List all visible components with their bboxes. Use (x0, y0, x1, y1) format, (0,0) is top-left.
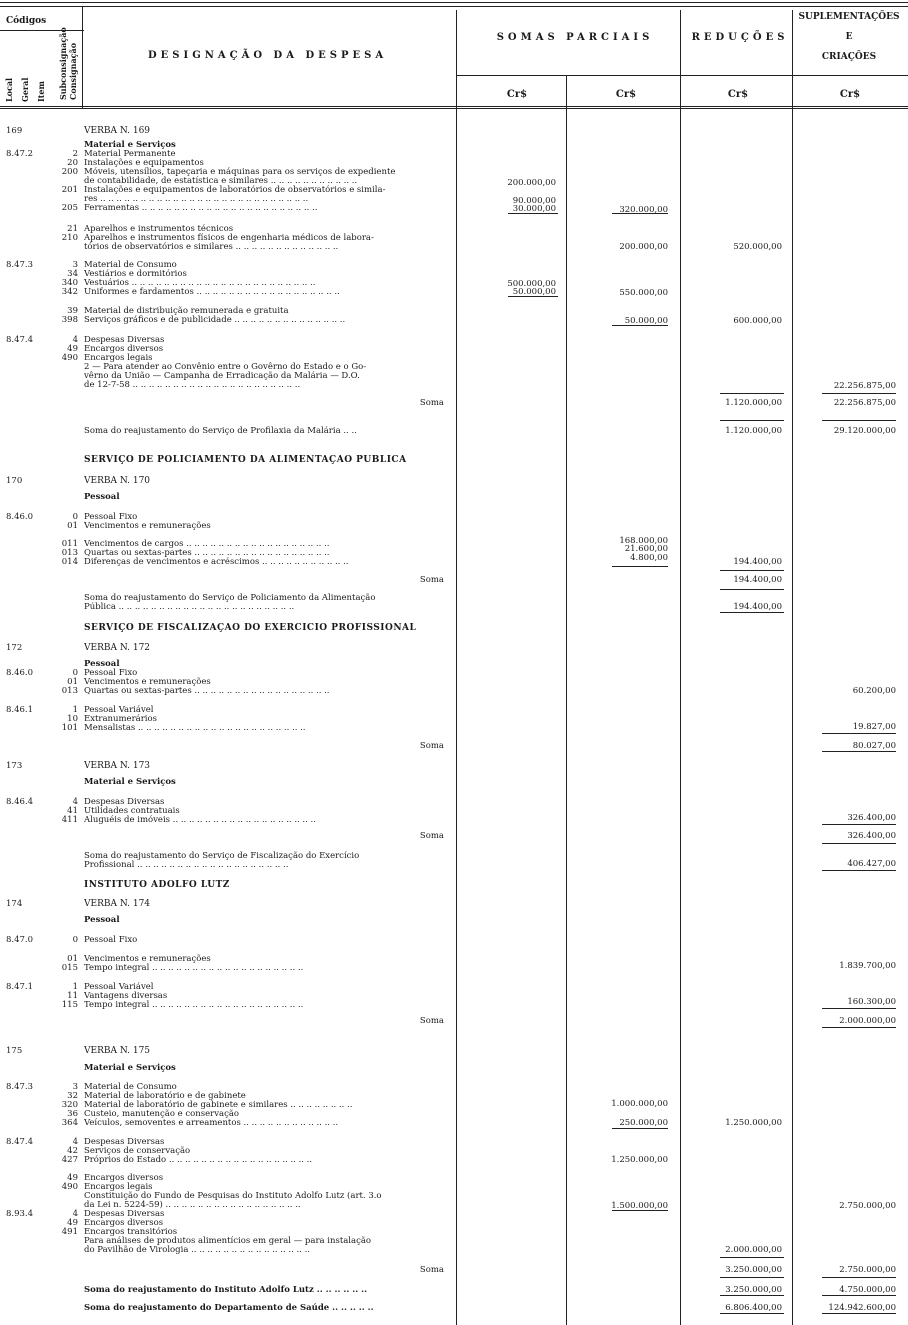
row-item: 4 (72, 1137, 78, 1147)
row-code: 8.47.0 (6, 935, 34, 945)
row-description: de contabilidade, de estatística e similares .. .. .. .. .. .. .. .. .. .. .. (84, 176, 358, 186)
row-description: Constituição do Fundo de Pesquisas do Instituto Adolfo Lutz (art. 3.o (84, 1191, 382, 1201)
row-reducoes: 520.000,00 (733, 242, 782, 252)
row-description: Pessoal Fixo (84, 668, 138, 678)
table-row (0, 398, 908, 409)
row-description: Despesas Diversas (84, 1209, 165, 1219)
row-description: Instalações e equipamentos (84, 158, 204, 168)
row-suplementacoes: 406.427,00 (847, 859, 896, 869)
row-description: Vencimentos e remunerações (84, 677, 211, 687)
row-code: 8.93.4 (6, 1209, 34, 1219)
header-bottom-rule-2 (0, 108, 908, 109)
row-soma-label: Soma (419, 575, 444, 585)
row-description: Encargos diversos (84, 344, 164, 354)
row-code: 174 (6, 899, 23, 909)
table-row (0, 741, 908, 752)
row-description: Despesas Diversas (84, 797, 165, 807)
row-somas-parciais-2: 50.000,00 (624, 316, 668, 326)
table-row (0, 316, 908, 327)
table-row (0, 813, 908, 824)
column-line-codes (82, 6, 83, 108)
table-row (0, 126, 908, 137)
row-description: Serviços de conservação (84, 1146, 191, 1156)
row-item: 101 (61, 723, 78, 733)
header-item: Item (36, 81, 46, 102)
header-somas-parciais: SOMAS PARCIAIS (496, 32, 654, 43)
row-item: 49 (67, 1218, 78, 1228)
row-item: 490 (61, 353, 78, 363)
row-reducoes: 194.400,00 (733, 557, 782, 567)
row-somas-parciais-1: 50.000,00 (512, 287, 556, 297)
row-item: 011 (61, 539, 78, 549)
total-rule (612, 325, 668, 326)
total-rule (822, 1008, 896, 1009)
header-bottom-rule (0, 106, 908, 107)
row-item: 340 (61, 278, 78, 288)
row-description: Material de laboratório e de gabinete (84, 1091, 246, 1101)
header-reducoes: REDUÇÕES (691, 32, 789, 43)
row-code: 8.46.0 (6, 668, 34, 678)
row-reducoes: 6.806.400,00 (725, 1303, 782, 1313)
table-row (0, 722, 908, 733)
row-description: Material de Consumo (84, 1082, 177, 1092)
row-code: 173 (6, 761, 23, 771)
row-description: Aparelhos e instrumentos físicos de engenharia médicos de labora- (84, 233, 374, 243)
row-suplementacoes: 22.256.875,00 (833, 398, 896, 408)
row-somas-parciais-2: 550.000,00 (619, 288, 668, 298)
row-description: Extranumerários (84, 714, 157, 724)
row-description: Despesas Diversas (84, 1137, 165, 1147)
row-suplementacoes: 2.750.000,00 (839, 1201, 896, 1211)
row-code: 170 (6, 476, 23, 486)
header-subconsignacao: Subconsignação (58, 27, 68, 100)
row-item: 013 (61, 548, 78, 558)
table-row (0, 859, 908, 870)
table-row (0, 557, 908, 568)
row-item: 49 (67, 344, 78, 354)
table-row (0, 777, 908, 788)
row-soma-label: Soma (419, 1016, 444, 1026)
table-row (0, 643, 908, 654)
total-rule (720, 420, 784, 421)
row-description: Pessoal (84, 492, 120, 502)
top-border (0, 2, 908, 3)
row-somas-parciais-1: 90.000,00 (512, 196, 556, 206)
header-designacao: DESIGNAÇÃO DA DESPESA (148, 50, 388, 61)
row-item: 115 (61, 1000, 78, 1010)
row-item: 013 (61, 686, 78, 696)
row-description: VERBA N. 170 (84, 476, 151, 486)
total-rule (720, 393, 784, 394)
row-description: Material de distribuição remunerada e gratuita (84, 306, 289, 316)
row-code: 172 (6, 643, 23, 653)
row-description: Serviços gráficos e de publicidade .. .. .. .. .. .. .. .. .. .. .. .. .. .. (84, 315, 346, 325)
row-description: VERBA N. 174 (84, 899, 151, 909)
row-suplementacoes: 160.300,00 (847, 997, 896, 1007)
row-item: 320 (61, 1100, 78, 1110)
row-item: 210 (61, 233, 78, 243)
total-rule (822, 1313, 896, 1314)
table-row (0, 1118, 908, 1129)
row-reducoes: 3.250.000,00 (725, 1285, 782, 1295)
total-rule (720, 612, 784, 613)
table-row (0, 205, 908, 216)
row-reducoes: 1.120.000,00 (725, 426, 782, 436)
table-row (0, 575, 908, 586)
row-item: 49 (67, 1173, 78, 1183)
header-geral: Geral (20, 77, 30, 102)
row-description: do Pavilhão de Virologia .. .. .. .. .. .. .. .. .. .. .. .. .. .. .. (84, 1245, 310, 1255)
total-rule (822, 1027, 896, 1028)
row-code: 8.47.1 (6, 982, 34, 992)
row-code: 8.47.3 (6, 260, 34, 270)
table-row (0, 1063, 908, 1074)
top-border-inner (0, 6, 908, 7)
row-item: 2 (72, 149, 78, 159)
row-item: 014 (61, 557, 78, 567)
total-rule (822, 420, 896, 421)
row-code: 8.47.4 (6, 335, 34, 345)
total-rule (720, 589, 784, 590)
row-soma-label: Soma (419, 741, 444, 751)
row-item: 0 (72, 668, 78, 678)
row-description: Soma do reajustamento do Serviço de Profilaxia da Malária .. .. (84, 426, 357, 436)
table-row (0, 288, 908, 299)
row-item: 11 (67, 991, 78, 1001)
row-description: Soma do reajustamento do Serviço de Policiamento da Alimentação (84, 593, 376, 603)
total-rule (612, 566, 668, 567)
row-description: Aparelhos e instrumentos técnicos (84, 224, 234, 234)
table-row (0, 880, 908, 891)
header-currency-sp1: Cr$ (506, 89, 528, 100)
row-description: Tempo integral .. .. .. .. .. .. .. .. .. .. .. .. .. .. .. .. .. .. .. (84, 963, 304, 973)
table-row (0, 426, 908, 437)
header-suplementacoes: SUPLEMENTAÇÕES (798, 12, 900, 22)
row-somas-parciais-2: 21.600,00 (624, 544, 668, 554)
total-rule (720, 570, 784, 571)
total-rule (720, 1295, 784, 1296)
row-description: INSTITUTO ADOLFO LUTZ (84, 880, 230, 890)
total-rule (822, 1277, 896, 1278)
row-description: Tempo integral .. .. .. .. .. .. .. .. .. .. .. .. .. .. .. .. .. .. .. (84, 1000, 304, 1010)
row-item: 1 (72, 982, 78, 992)
row-suplementacoes: 80.027,00 (852, 741, 896, 751)
row-suplementacoes: 4.750.000,00 (839, 1285, 896, 1295)
row-item: 01 (67, 954, 78, 964)
row-description: VERBA N. 169 (84, 126, 151, 136)
row-description: SERVIÇO DE FISCALIZAÇÃO DO EXERCÍCIO PROFISSIONAL (84, 623, 417, 633)
row-item: 01 (67, 521, 78, 531)
row-description: Encargos legais (84, 1182, 153, 1192)
row-description: VERBA N. 172 (84, 643, 151, 653)
row-description: Despesas Diversas (84, 335, 165, 345)
row-description: Encargos legais (84, 353, 153, 363)
total-rule (822, 393, 896, 394)
header-currency-sp2: Cr$ (615, 89, 637, 100)
table-row (0, 1155, 908, 1166)
total-rule (612, 1210, 668, 1211)
row-description: da Lei n. 5224-59) .. .. .. .. .. .. .. .. .. .. .. .. .. .. .. .. .. (84, 1200, 301, 1210)
total-rule (822, 824, 896, 825)
row-item: 015 (61, 963, 78, 973)
row-description: Soma do reajustamento do Serviço de Fiscalização do Exercício (84, 851, 360, 861)
row-item: 364 (61, 1118, 78, 1128)
total-rule (720, 1313, 784, 1314)
row-description: Pessoal Fixo (84, 512, 138, 522)
row-item: 491 (61, 1227, 78, 1237)
row-description: Veículos, semoventes e arreamentos .. .. .. .. .. .. .. .. .. .. .. .. (84, 1118, 339, 1128)
table-row (0, 381, 908, 392)
row-description: Vencimentos e remunerações (84, 521, 211, 531)
row-description: vêrno da União — Campanha de Erradicação da Malária — D.O. (84, 371, 360, 381)
row-description: Soma do reajustamento do Instituto Adolfo Lutz .. .. .. .. .. .. (84, 1285, 368, 1295)
row-item: 3 (72, 1082, 78, 1092)
row-description: Diferenças de vencimentos e acréscimos .. .. .. .. .. .. .. .. .. .. .. (84, 557, 349, 567)
row-code: 8.46.1 (6, 705, 34, 715)
row-description: Profissional .. .. .. .. .. .. .. .. .. .. .. .. .. .. .. .. .. .. .. (84, 860, 289, 870)
row-suplementacoes: 326.400,00 (847, 813, 896, 823)
row-description: Ferramentas .. .. .. .. .. .. .. .. .. .. .. .. .. .. .. .. .. .. .. .. .. .. (84, 203, 318, 213)
row-suplementacoes: 22.256.875,00 (833, 381, 896, 391)
table-row (0, 899, 908, 910)
row-description: Material e Serviços (84, 140, 176, 150)
row-item: 21 (67, 224, 78, 234)
row-description: Encargos diversos (84, 1173, 164, 1183)
row-code: 8.46.0 (6, 512, 34, 522)
total-rule (822, 733, 896, 734)
row-item: 20 (67, 158, 78, 168)
row-description: tórios de observatórios e similares .. .. .. .. .. .. .. .. .. .. .. .. .. (84, 242, 339, 252)
row-description: Pessoal (84, 659, 120, 669)
row-suplementacoes: 326.400,00 (847, 831, 896, 841)
table-row (0, 476, 908, 487)
total-rule (612, 213, 668, 214)
header-codigos: Códigos (6, 16, 47, 26)
header-currency-red: Cr$ (727, 89, 749, 100)
row-item: 34 (67, 269, 78, 279)
row-description: Pessoal Variável (84, 705, 154, 715)
row-description: Pessoal Variável (84, 982, 154, 992)
row-suplementacoes: 2.000.000,00 (839, 1016, 896, 1026)
total-rule (822, 870, 896, 871)
total-rule (508, 296, 558, 297)
row-description: Vencimentos de cargos .. .. .. .. .. .. .. .. .. .. .. .. .. .. .. .. .. .. (84, 539, 330, 549)
row-description: Para análises de produtos alimentícios em geral — para instalação (84, 1236, 372, 1246)
row-item: 411 (61, 815, 78, 825)
row-soma-label: Soma (419, 831, 444, 841)
row-item: 205 (61, 203, 78, 213)
row-description: Pessoal Fixo (84, 935, 138, 945)
row-description: SERVIÇO DE POLICIAMENTO DA ALIMENTAÇÃO PÚBLICA (84, 455, 407, 465)
table-row (0, 1016, 908, 1027)
row-somas-parciais-1: 500.000,00 (507, 279, 556, 289)
row-item: 0 (72, 935, 78, 945)
row-item: 398 (61, 315, 78, 325)
row-reducoes: 1.250.000,00 (725, 1118, 782, 1128)
row-item: 201 (61, 185, 78, 195)
total-rule (822, 751, 896, 752)
row-somas-parciais-2: 168.000,00 (619, 536, 668, 546)
header-e: E (845, 32, 853, 42)
row-description: Vestiários e dormitórios (84, 269, 187, 279)
row-item: 0 (72, 512, 78, 522)
row-description: Material e Serviços (84, 777, 176, 787)
row-description: Próprios do Estado .. .. .. .. .. .. .. .. .. .. .. .. .. .. .. .. .. .. (84, 1155, 313, 1165)
table-row (0, 1245, 908, 1256)
total-rule (720, 1257, 784, 1258)
row-code: 8.47.3 (6, 1082, 34, 1092)
row-description: Instalações e equipamentos de laboratórios de observatórios e simila- (84, 185, 386, 195)
row-code: 8.46.4 (6, 797, 34, 807)
table-row (0, 1265, 908, 1276)
row-reducoes: 600.000,00 (733, 316, 782, 326)
row-item: 32 (67, 1091, 78, 1101)
row-somas-parciais-2: 1.000.000,00 (611, 1099, 668, 1109)
row-code: 169 (6, 126, 23, 136)
table-row (0, 1046, 908, 1057)
row-item: 3 (72, 260, 78, 270)
row-item: 490 (61, 1182, 78, 1192)
row-code: 8.47.4 (6, 1137, 34, 1147)
row-reducoes: 194.400,00 (733, 575, 782, 585)
row-reducoes: 2.000.000,00 (725, 1245, 782, 1255)
row-item: 36 (67, 1109, 78, 1119)
header-local: Local (4, 77, 14, 102)
total-rule (822, 843, 896, 844)
header-rule-codigos (0, 30, 84, 31)
row-reducoes: 3.250.000,00 (725, 1265, 782, 1275)
table-row (0, 915, 908, 926)
row-item: 1 (72, 705, 78, 715)
row-suplementacoes: 19.827,00 (852, 722, 896, 732)
header-currency-sup: Cr$ (839, 89, 861, 100)
row-reducoes: 194.400,00 (733, 602, 782, 612)
row-item: 4 (72, 1209, 78, 1219)
row-item: 427 (61, 1155, 78, 1165)
table-row (0, 935, 908, 946)
row-item: 4 (72, 797, 78, 807)
table-row (0, 831, 908, 842)
header-rule-amounts (456, 75, 908, 76)
row-somas-parciais-2: 4.800,00 (630, 553, 668, 563)
row-somas-parciais-2: 320.000,00 (619, 205, 668, 215)
row-suplementacoes: 29.120.000,00 (833, 426, 896, 436)
row-suplementacoes: 60.200,00 (852, 686, 896, 696)
total-rule (822, 1295, 896, 1296)
table-row (0, 623, 908, 634)
table-row (0, 455, 908, 466)
row-description: Quartas ou sextas-partes .. .. .. .. .. .. .. .. .. .. .. .. .. .. .. .. .. (84, 548, 330, 558)
row-suplementacoes: 1.839.700,00 (839, 961, 896, 971)
row-description: Aluguéis de imóveis .. .. .. .. .. .. .. .. .. .. .. .. .. .. .. .. .. .. (84, 815, 316, 825)
total-rule (720, 1277, 784, 1278)
row-description: de 12-7-58 .. .. .. .. .. .. .. .. .. .. .. .. .. .. .. .. .. .. .. .. .. (84, 380, 301, 390)
row-somas-parciais-2: 200.000,00 (619, 242, 668, 252)
row-description: Uniformes e fardamentos .. .. .. .. .. .. .. .. .. .. .. .. .. .. .. .. .. .. (84, 287, 340, 297)
row-description: VERBA N. 175 (84, 1046, 151, 1056)
table-row (0, 961, 908, 972)
table-row (0, 997, 908, 1008)
row-item: 01 (67, 677, 78, 687)
row-description: Quartas ou sextas-partes .. .. .. .. .. .. .. .. .. .. .. .. .. .. .. .. .. (84, 686, 330, 696)
row-soma-label: Soma (419, 398, 444, 408)
table-row (0, 242, 908, 253)
table-row (0, 686, 908, 697)
row-soma-label: Soma (419, 1265, 444, 1275)
row-description: Utilidades contratuais (84, 806, 180, 816)
row-description: VERBA N. 173 (84, 761, 151, 771)
row-description: Material Permanente (84, 149, 176, 159)
row-somas-parciais-2: 1.500.000,00 (611, 1201, 668, 1211)
row-description: Material de laboratório de gabinete e similares .. .. .. .. .. .. .. .. (84, 1100, 353, 1110)
row-description: Pessoal (84, 915, 120, 925)
table-row (0, 521, 908, 532)
row-somas-parciais-1: 30.000,00 (512, 204, 556, 214)
row-item: 41 (67, 806, 78, 816)
header-criacoes: CRIAÇÕES (821, 52, 877, 62)
row-somas-parciais-1: 200.000,00 (507, 178, 556, 188)
total-rule (612, 1128, 668, 1129)
row-description: Vencimentos e remunerações (84, 954, 211, 964)
row-suplementacoes: 2.750.000,00 (839, 1265, 896, 1275)
row-description: Material de Consumo (84, 260, 177, 270)
row-description: res .. .. .. .. .. .. .. .. .. .. .. .. .. .. .. .. .. .. .. .. .. .. .. .. .. .. (84, 194, 309, 204)
row-description: 2 — Para atender ao Convênio entre o Govêrno do Estado e o Go- (84, 362, 367, 372)
row-description: Custeio, manutenção e conservação (84, 1109, 240, 1119)
row-description: Móveis, utensílios, tapeçaria e máquinas para os serviços de expediente (84, 167, 396, 177)
row-description: Encargos transitórios (84, 1227, 178, 1237)
table-row (0, 761, 908, 772)
row-description: Pública .. .. .. .. .. .. .. .. .. .. .. .. .. .. .. .. .. .. .. .. .. .. (84, 602, 295, 612)
row-somas-parciais-2: 1.250.000,00 (611, 1155, 668, 1165)
header-consignacao: Consignação (68, 42, 78, 100)
row-code: 8.47.2 (6, 149, 34, 159)
row-item: 342 (61, 287, 78, 297)
row-somas-parciais-2: 250.000,00 (619, 1118, 668, 1128)
row-description: Encargos diversos (84, 1218, 164, 1228)
row-item: 4 (72, 335, 78, 345)
row-description: Material e Serviços (84, 1063, 176, 1073)
row-code: 175 (6, 1046, 23, 1056)
row-suplementacoes: 124.942.600,00 (828, 1303, 896, 1313)
row-description: Mensalistas .. .. .. .. .. .. .. .. .. .. .. .. .. .. .. .. .. .. .. .. .. (84, 723, 306, 733)
row-description: Soma do reajustamento do Departamento de Saúde .. .. .. .. .. (84, 1303, 374, 1313)
row-reducoes: 1.120.000,00 (725, 398, 782, 408)
row-description: Vantagens diversas (84, 991, 168, 1001)
row-item: 42 (67, 1146, 78, 1156)
row-item: 39 (67, 306, 78, 316)
row-item: 200 (61, 167, 78, 177)
row-description: Vestuários .. .. .. .. .. .. .. .. .. .. .. .. .. .. .. .. .. .. .. .. .. .. .. (84, 278, 316, 288)
total-rule (508, 213, 558, 214)
table-row (0, 492, 908, 503)
row-item: 10 (67, 714, 78, 724)
